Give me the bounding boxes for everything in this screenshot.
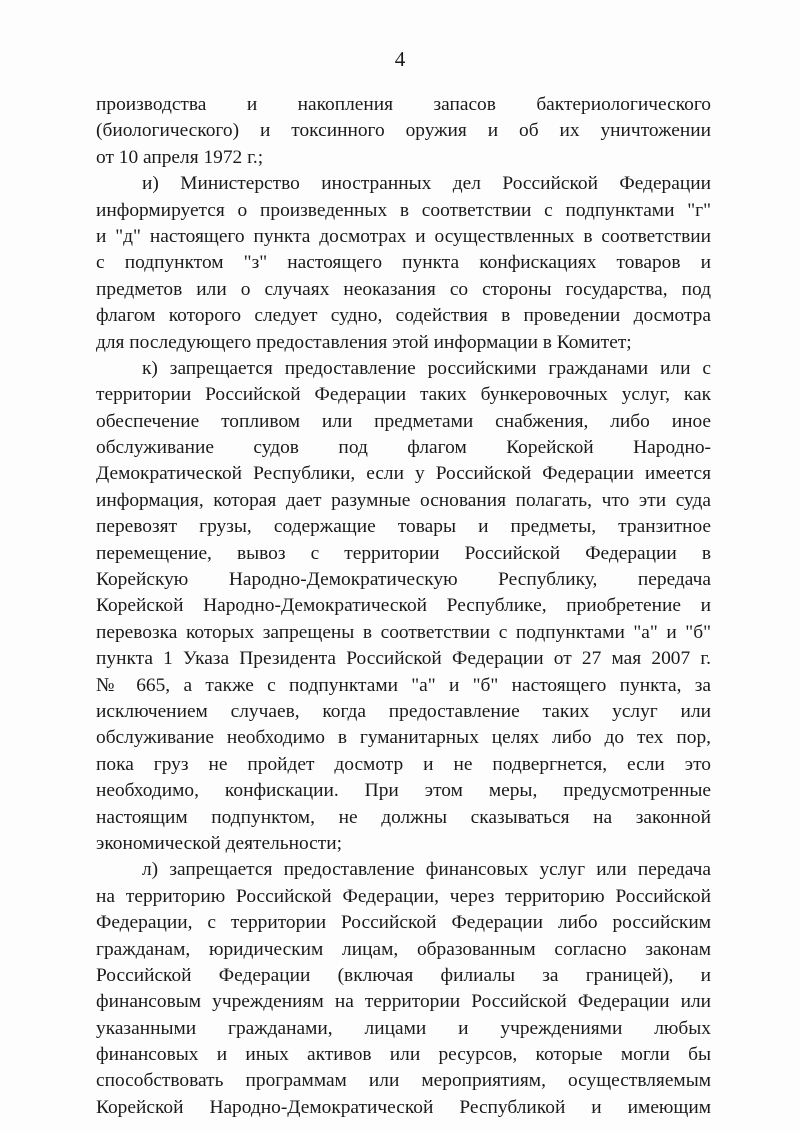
text-line: пункта 1 Указа Президента Российской Федерации от 27 мая 2007 г. xyxy=(96,648,711,670)
text-line: Корейской Народно-Демократической Республикой и имеющим xyxy=(96,1096,711,1118)
text-line: Корейской Народно-Демократической Республике, приобретение и xyxy=(96,595,711,617)
text-line: Федерации, с территории Российской Федерации либо российским xyxy=(96,912,711,934)
text-line: необходимо, конфискации. При этом меры, предусмотренные xyxy=(96,780,711,802)
text-line: на территорию Российской Федерации, через территорию Российской xyxy=(96,885,711,907)
text-line: предметов или о случаях неоказания со стороны государства, под xyxy=(96,278,711,300)
text-line: Корейскую Народно-Демократическую Республику, передача xyxy=(96,569,711,591)
text-line: способствовать программам или мероприятиям, осуществляемым xyxy=(96,1070,711,1092)
text-line: и) Министерство иностранных дел Российской Федерации xyxy=(142,173,711,195)
text-line: с подпунктом "з" настоящего пункта конфискациях товаров и xyxy=(96,252,711,274)
text-line: экономической деятельности; xyxy=(96,832,342,854)
text-line: Российской Федерации (включая филиалы за границей), и xyxy=(96,964,711,986)
text-line: от 10 апреля 1972 г.; xyxy=(96,146,264,168)
text-line: (биологического) и токсинного оружия и об их уничтожении xyxy=(96,120,711,142)
page-number: 4 xyxy=(394,47,406,71)
document-body xyxy=(96,92,711,1121)
text-line: Демократической Республики, если у Российской Федерации имеется xyxy=(96,463,711,485)
paragraph-p-l xyxy=(96,857,711,1121)
text-line: обеспечение топливом или предметами снабжения, либо иное xyxy=(96,410,711,432)
text-line: исключением случаев, когда предоставление таких услуг или xyxy=(96,700,711,722)
text-line: информация, которая дает разумные основания полагать, что эти суда xyxy=(96,489,711,511)
text-line: информируется о произведенных в соответствии с подпунктами "г" xyxy=(96,199,711,221)
paragraph-p0 xyxy=(96,92,711,171)
text-line: № 665, а также с подпунктами "а" и "б" настоящего пункта, за xyxy=(96,674,711,696)
text-line: производства и накопления запасов бактериологического xyxy=(96,94,711,115)
text-line: перемещение, вывоз с территории Российской Федерации в xyxy=(96,542,711,564)
text-line: перевозка которых запрещены в соответствии с подпунктами "а" и "б" xyxy=(96,621,711,643)
text-line: пока груз не пройдет досмотр и не подвергнется, если это xyxy=(96,753,711,775)
text-line: к) запрещается предоставление российскими гражданами или с xyxy=(142,357,711,379)
text-line: настоящим подпунктом, не должны сказываться на законной xyxy=(96,806,711,828)
text-line: указанными гражданами, лицами и учреждениями любых xyxy=(96,1017,711,1039)
text-line: л) запрещается предоставление финансовых услуг или передача xyxy=(142,859,711,881)
text-line: флагом которого следует судно, содействия в проведении досмотра xyxy=(96,305,711,327)
paragraph-p-i xyxy=(96,171,711,356)
text-line: финансовых и иных активов или ресурсов, которые могли бы xyxy=(96,1044,711,1066)
text-line: финансовым учреждениям на территории Российской Федерации или xyxy=(96,991,711,1013)
text-line: обслуживание необходимо в гуманитарных целях либо до тех пор, xyxy=(96,727,711,749)
text-line: обслуживание судов под флагом Корейской Народно- xyxy=(96,437,711,459)
paragraph-p-k xyxy=(96,356,711,857)
text-line: перевозят грузы, содержащие товары и предметы, транзитное xyxy=(96,516,711,538)
text-line: и "д" настоящего пункта досмотрах и осуществленных в соответствии xyxy=(96,225,711,247)
text-line: для последующего предоставления этой информации в Комитет; xyxy=(96,331,632,353)
text-line: территории Российской Федерации таких бункеровочных услуг, как xyxy=(96,384,711,406)
text-line: гражданам, юридическим лицам, образованным согласно законам xyxy=(96,938,711,960)
